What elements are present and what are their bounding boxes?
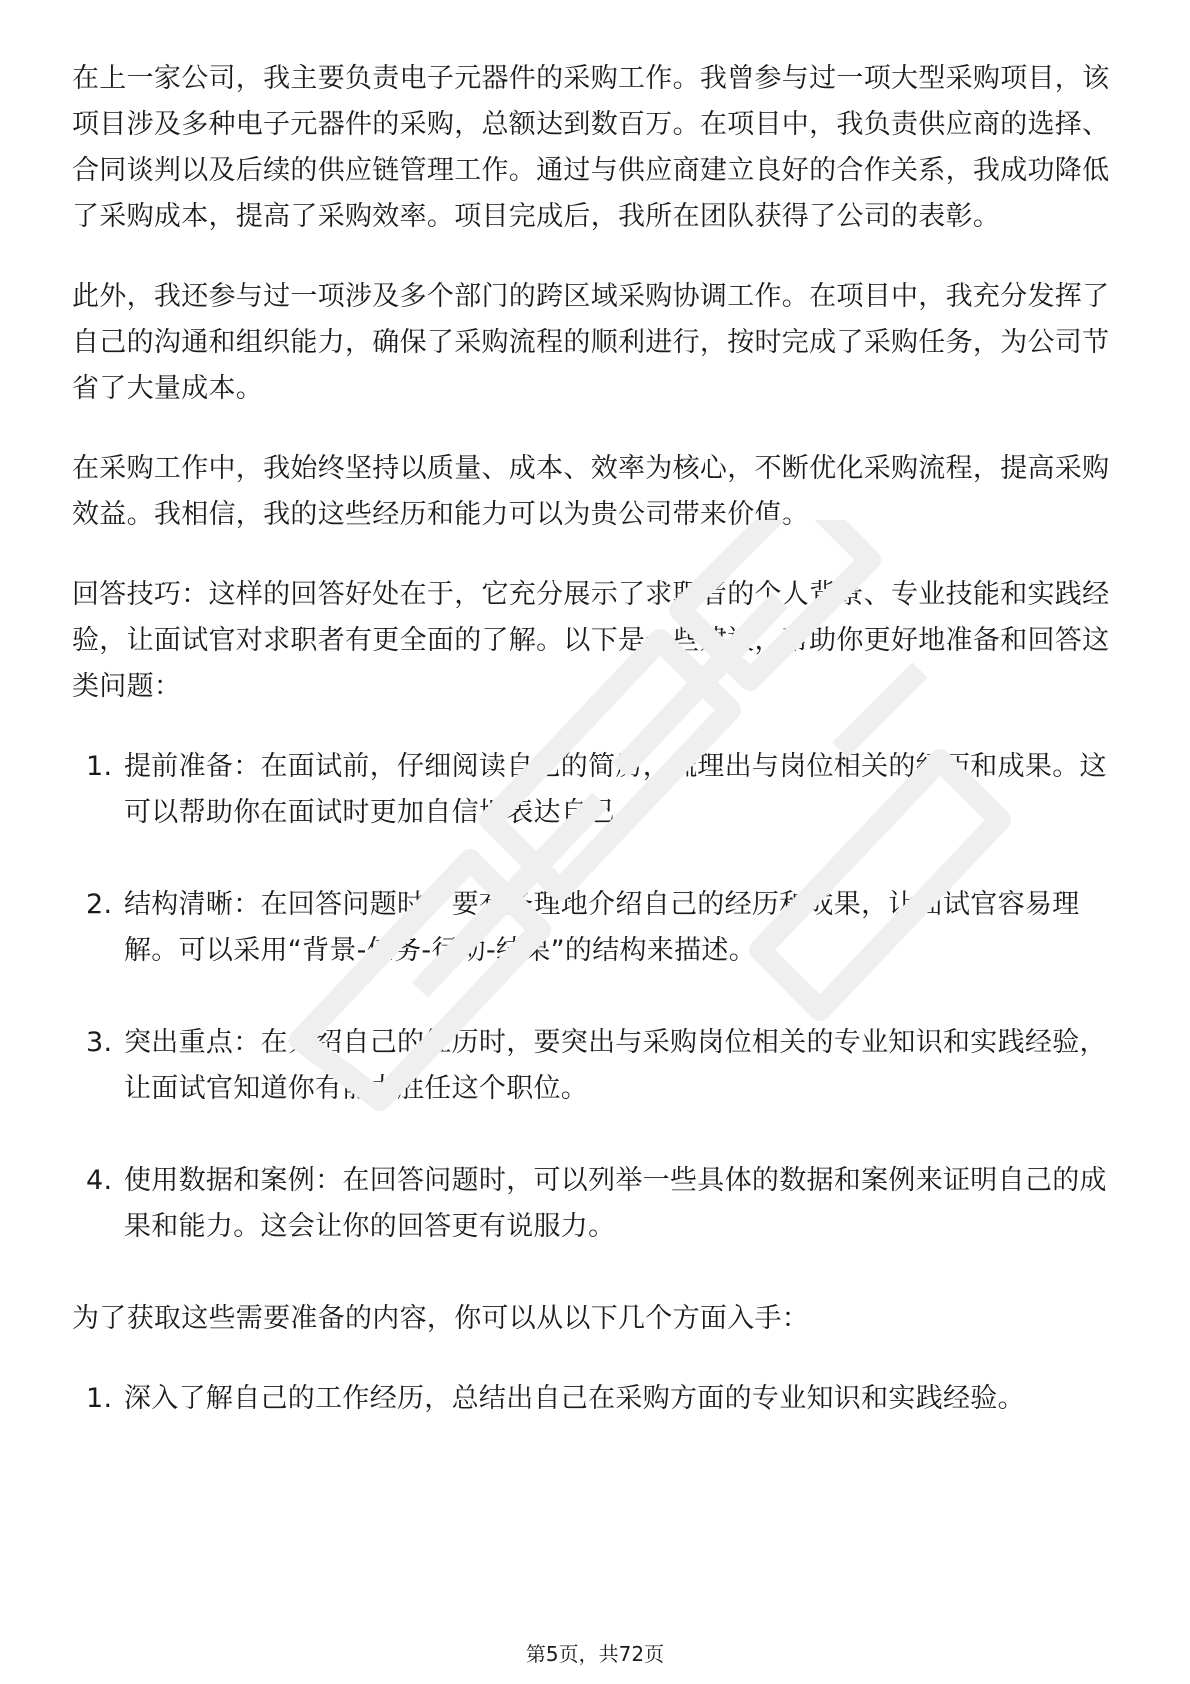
- prep-list: [72, 1376, 1118, 1422]
- list-item-text: 提前准备：在面试前，仔细阅读自己的简历，梳理出与岗位相关的经历和成果。这可以帮助你在面试时更加自信地表达自己。: [124, 751, 1107, 828]
- list-item-number: 1.: [86, 751, 113, 782]
- document-body: [72, 56, 1118, 1468]
- list-item-text: 使用数据和案例：在回答问题时，可以列举一些具体的数据和案例来证明自己的成果和能力。这会让你的回答更有说服力。: [124, 1165, 1107, 1242]
- list-item: [72, 1158, 1118, 1250]
- list-item: [72, 1020, 1118, 1112]
- paragraph-answer-tips: 回答技巧：这样的回答好处在于，它充分展示了求职者的个人背景、专业技能和实践经验，让面试官对求职者有更全面的了解。以下是一些建议，帮助你更好地准备和回答这类问题：: [72, 579, 1110, 702]
- list-item-number: 4.: [86, 1165, 113, 1196]
- list-item-text: 结构清晰：在回答问题时，要有条理地介绍自己的经历和成果，让面试官容易理解。可以采用“背景-任务-行动-结果”的结构来描述。: [124, 889, 1080, 966]
- list-item: [72, 744, 1118, 836]
- list-item-number: 3.: [86, 1027, 113, 1058]
- page-footer: 第5页，共72页: [525, 1642, 665, 1666]
- list-item: [72, 882, 1118, 974]
- list-item: [72, 1376, 1118, 1422]
- list-item-text: 突出重点：在介绍自己的经历时，要突出与采购岗位相关的专业知识和实践经验，让面试官知道你有能力胜任这个职位。: [124, 1027, 1107, 1104]
- paragraph-principles: 在采购工作中，我始终坚持以质量、成本、效率为核心，不断优化采购流程，提高采购效益。我相信，我的这些经历和能力可以为贵公司带来价值。: [72, 453, 1110, 530]
- tips-list: [72, 744, 1118, 1250]
- paragraph-prep-intro: 为了获取这些需要准备的内容，你可以从以下几个方面入手：: [72, 1303, 810, 1334]
- paragraph-experience: 在上一家公司，我主要负责电子元器件的采购工作。我曾参与过一项大型采购项目，该项目涉及多种电子元器件的采购，总额达到数百万。在项目中，我负责供应商的选择、合同谈判以及后续的供应链管理工作。通过与供应商建立良好的合作关系，我成功降低了采购成本，提高了采购效率。项目完成后，我所在团队获得了公司的表彰。: [72, 63, 1110, 232]
- list-item-text: 深入了解自己的工作经历，总结出自己在采购方面的专业知识和实践经验。: [124, 1383, 1025, 1414]
- list-item-number: 1.: [86, 1383, 113, 1414]
- paragraph-cross-region: 此外，我还参与过一项涉及多个部门的跨区域采购协调工作。在项目中，我充分发挥了自己的沟通和组织能力，确保了采购流程的顺利进行，按时完成了采购任务，为公司节省了大量成本。: [72, 281, 1110, 404]
- list-item-number: 2.: [86, 889, 113, 920]
